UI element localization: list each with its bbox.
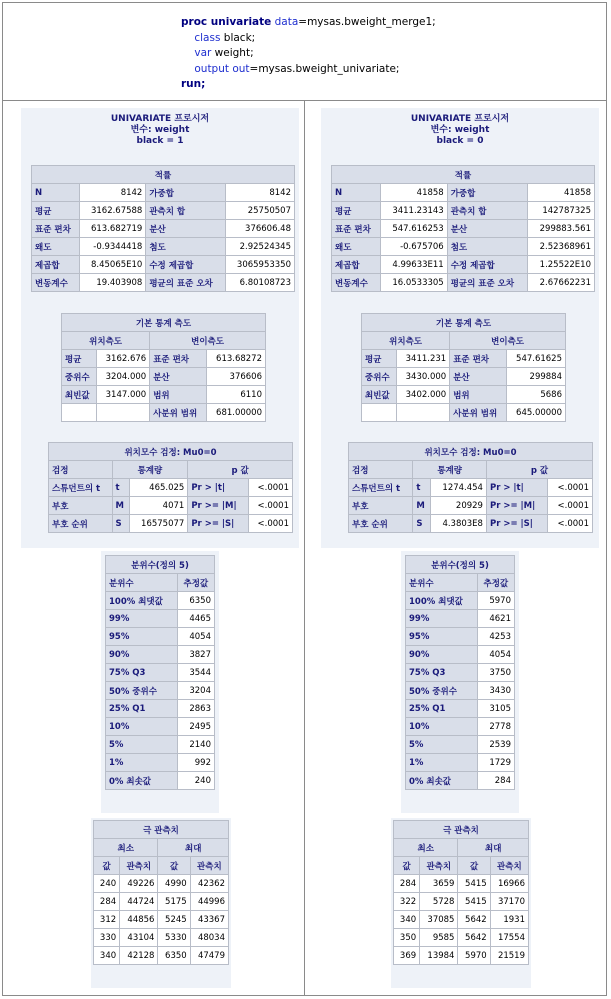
p-value-header: p 값 [188, 461, 293, 479]
variable-line: 변수: weight [430, 125, 490, 135]
quantiles-table [405, 555, 515, 790]
table-row: 99% 4465 [106, 610, 215, 628]
table-row: 312 44856 5245 43367 [94, 911, 229, 929]
location-header: 위치측도 [62, 332, 150, 350]
extremes-table: 극 관측치 최소 최대 값 관측치 값 관측치 240 49226 4990 42362 284 44724 5175 44996 312 44856 5245 43367 330 43104 5330 48034 340 42128 6350 47479 [93, 820, 229, 965]
estimate-header: 추정값 [177, 574, 214, 592]
table-row: 변동계수 19.403908 평균의 표준 오차 6.80108723 [32, 274, 295, 292]
basic-stats-table [361, 313, 566, 422]
table-row: 10% 2495 [106, 718, 215, 736]
max-header: 최대 [158, 839, 229, 857]
table-row: 표준 편차 613.682719 분산 376606.48 [32, 220, 295, 238]
test-header: 검정 [349, 461, 413, 479]
table-row: 표준 편차 547.616253 분산 299883.561 [332, 220, 595, 238]
table-row: 90% 3827 [106, 646, 215, 664]
test-header: 검정 [49, 461, 113, 479]
code-option-output: output out [194, 62, 250, 75]
basic-stats-title: 기본 통계 측도 [62, 314, 266, 332]
table-row: 0% 최솟값 284 [406, 772, 515, 790]
variability-header: 변이측도 [450, 332, 566, 350]
table-row: 5% 2539 [406, 736, 515, 754]
code-dataset: =mysas.bweight_merge1; [298, 16, 436, 28]
min-header: 최소 [394, 839, 458, 857]
table-row: 1% 1729 [406, 754, 515, 772]
table-row: 스튜던트의 t t 1274.454 Pr > |t| <.0001 [349, 479, 593, 497]
table-row: 95% 4054 [106, 628, 215, 646]
table-row: 중위수 3204.000 분산 376606 [62, 368, 266, 386]
table-row: 스튜던트의 t t 465.025 Pr > |t| <.0001 [49, 479, 293, 497]
univariate-panel [21, 108, 299, 548]
table-row: 변동계수 16.0533305 평균의 표준 오차 2.67662231 [332, 274, 595, 292]
extremes-title: 극 관측치 [94, 821, 229, 839]
tests-title: 위치모수 검정: Mu0=0 [349, 443, 593, 461]
location-header: 위치측도 [362, 332, 450, 350]
quantile-header: 분위수 [106, 574, 178, 592]
table-row: 75% Q3 3544 [106, 664, 215, 682]
group-line: black = 1 [136, 136, 184, 146]
table-row: 0% 최솟값 240 [106, 772, 215, 790]
table-row: 95% 4253 [406, 628, 515, 646]
quantiles-table [105, 555, 215, 790]
table-row: 99% 4621 [406, 610, 515, 628]
code-option-class: class [194, 31, 221, 44]
p-value-header: p 값 [486, 461, 592, 479]
code-class-var: black; [220, 31, 256, 44]
table-row: 부호 M 20929 Pr >= |M| <.0001 [349, 497, 593, 515]
max-header: 최대 [458, 839, 529, 857]
table-row: 제곱합 4.99633E11 수정 제곱합 1.25522E10 [332, 256, 595, 274]
code-option-data: data [271, 16, 299, 28]
proc-title: UNIVARIATE 프로시저 [410, 114, 510, 124]
table-row: 350 9585 5642 17554 [394, 929, 529, 947]
table-row: 75% Q3 3750 [406, 664, 515, 682]
table-row: 50% 중위수 3204 [106, 682, 215, 700]
table-row: 제곱합 8.45065E10 수정 제곱합 3065953350 [32, 256, 295, 274]
table-row: 90% 4054 [406, 646, 515, 664]
code-keyword-proc: proc univariate [181, 16, 272, 28]
quantiles-title: 분위수(정의 5) [106, 556, 215, 574]
min-header: 최소 [94, 839, 158, 857]
table-row: 사분위 범위 681.00000 [62, 404, 266, 422]
table-row: 최빈값 3402.000 범위 5686 [362, 386, 566, 404]
table-row: 340 37085 5642 1931 [394, 911, 529, 929]
statistic-header: 통계량 [413, 461, 487, 479]
moments-table [331, 165, 595, 292]
table-row: 284 3659 5415 16966 [394, 875, 529, 893]
moments-title: 적률 [32, 166, 295, 184]
table-row: 평균 3411.23143 관측치 합 142787325 [332, 202, 595, 220]
table-row: 10% 2778 [406, 718, 515, 736]
moments-title: 적률 [332, 166, 595, 184]
table-row: 50% 중위수 3430 [406, 682, 515, 700]
table-row: 평균 3162.67588 관측치 합 25750507 [32, 202, 295, 220]
variability-header: 변이측도 [150, 332, 266, 350]
table-row: 100% 최댓값 5970 [406, 592, 515, 610]
table-row: 왜도 -0.675706 첨도 2.52368961 [332, 238, 595, 256]
extremes-panel [91, 818, 231, 988]
estimate-header: 추정값 [477, 574, 514, 592]
table-row: N 8142 가중합 8142 [32, 184, 295, 202]
table-row: 평균 3162.676 표준 편차 613.68272 [62, 350, 266, 368]
code-output-dataset: =mysas.bweight_univariate; [249, 62, 400, 75]
output-frame [2, 2, 607, 996]
table-row: 1% 992 [106, 754, 215, 772]
extremes-panel [391, 818, 531, 988]
group-line: black = 0 [436, 136, 484, 146]
quantiles-panel [401, 551, 519, 813]
basic-stats-table [61, 313, 266, 422]
table-row: 부호 순위 S 16575077 Pr >= |S| <.0001 [49, 515, 293, 533]
code-keyword-run: run; [181, 78, 206, 90]
location-tests-table [48, 442, 293, 533]
table-row: 부호 순위 S 4.3803E8 Pr >= |S| <.0001 [349, 515, 593, 533]
quantiles-panel [101, 551, 219, 813]
extremes-title: 극 관측치 [394, 821, 529, 839]
quantile-header: 분위수 [406, 574, 478, 592]
basic-stats-title: 기본 통계 측도 [362, 314, 566, 332]
table-row: 5% 2140 [106, 736, 215, 754]
table-row: N 41858 가중합 41858 [332, 184, 595, 202]
table-row: 최빈값 3147.000 범위 6110 [62, 386, 266, 404]
code-option-var: var [194, 47, 212, 59]
sas-code-block [3, 3, 606, 101]
code-var-name: weight; [211, 47, 254, 59]
statistic-header: 통계량 [112, 461, 188, 479]
table-row: 중위수 3430.000 분산 299884 [362, 368, 566, 386]
table-row: 340 42128 6350 47479 [94, 947, 229, 965]
variable-line: 변수: weight [130, 125, 190, 135]
extremes-table: 극 관측치 최소 최대 값 관측치 값 관측치 284 3659 5415 16966 322 5728 5415 37170 340 37085 5642 1931 350 9585 5642 17554 369 13984 5970 21519 [393, 820, 529, 965]
table-row: 240 49226 4990 42362 [94, 875, 229, 893]
tests-title: 위치모수 검정: Mu0=0 [49, 443, 293, 461]
table-row: 사분위 범위 645.00000 [362, 404, 566, 422]
table-row: 284 44724 5175 44996 [94, 893, 229, 911]
table-row: 왜도 -0.9344418 첨도 2.92524345 [32, 238, 295, 256]
column-divider [304, 100, 305, 995]
table-row: 25% Q1 2863 [106, 700, 215, 718]
table-row: 부호 M 4071 Pr >= |M| <.0001 [49, 497, 293, 515]
moments-table [31, 165, 295, 292]
table-row: 25% Q1 3105 [406, 700, 515, 718]
proc-title: UNIVARIATE 프로시저 [110, 114, 210, 124]
table-row: 330 43104 5330 48034 [94, 929, 229, 947]
univariate-panel [321, 108, 599, 548]
table-row: 평균 3411.231 표준 편차 547.61625 [362, 350, 566, 368]
table-row: 100% 최댓값 6350 [106, 592, 215, 610]
quantiles-title: 분위수(정의 5) [406, 556, 515, 574]
table-row: 322 5728 5415 37170 [394, 893, 529, 911]
table-row: 369 13984 5970 21519 [394, 947, 529, 965]
location-tests-table [348, 442, 593, 533]
